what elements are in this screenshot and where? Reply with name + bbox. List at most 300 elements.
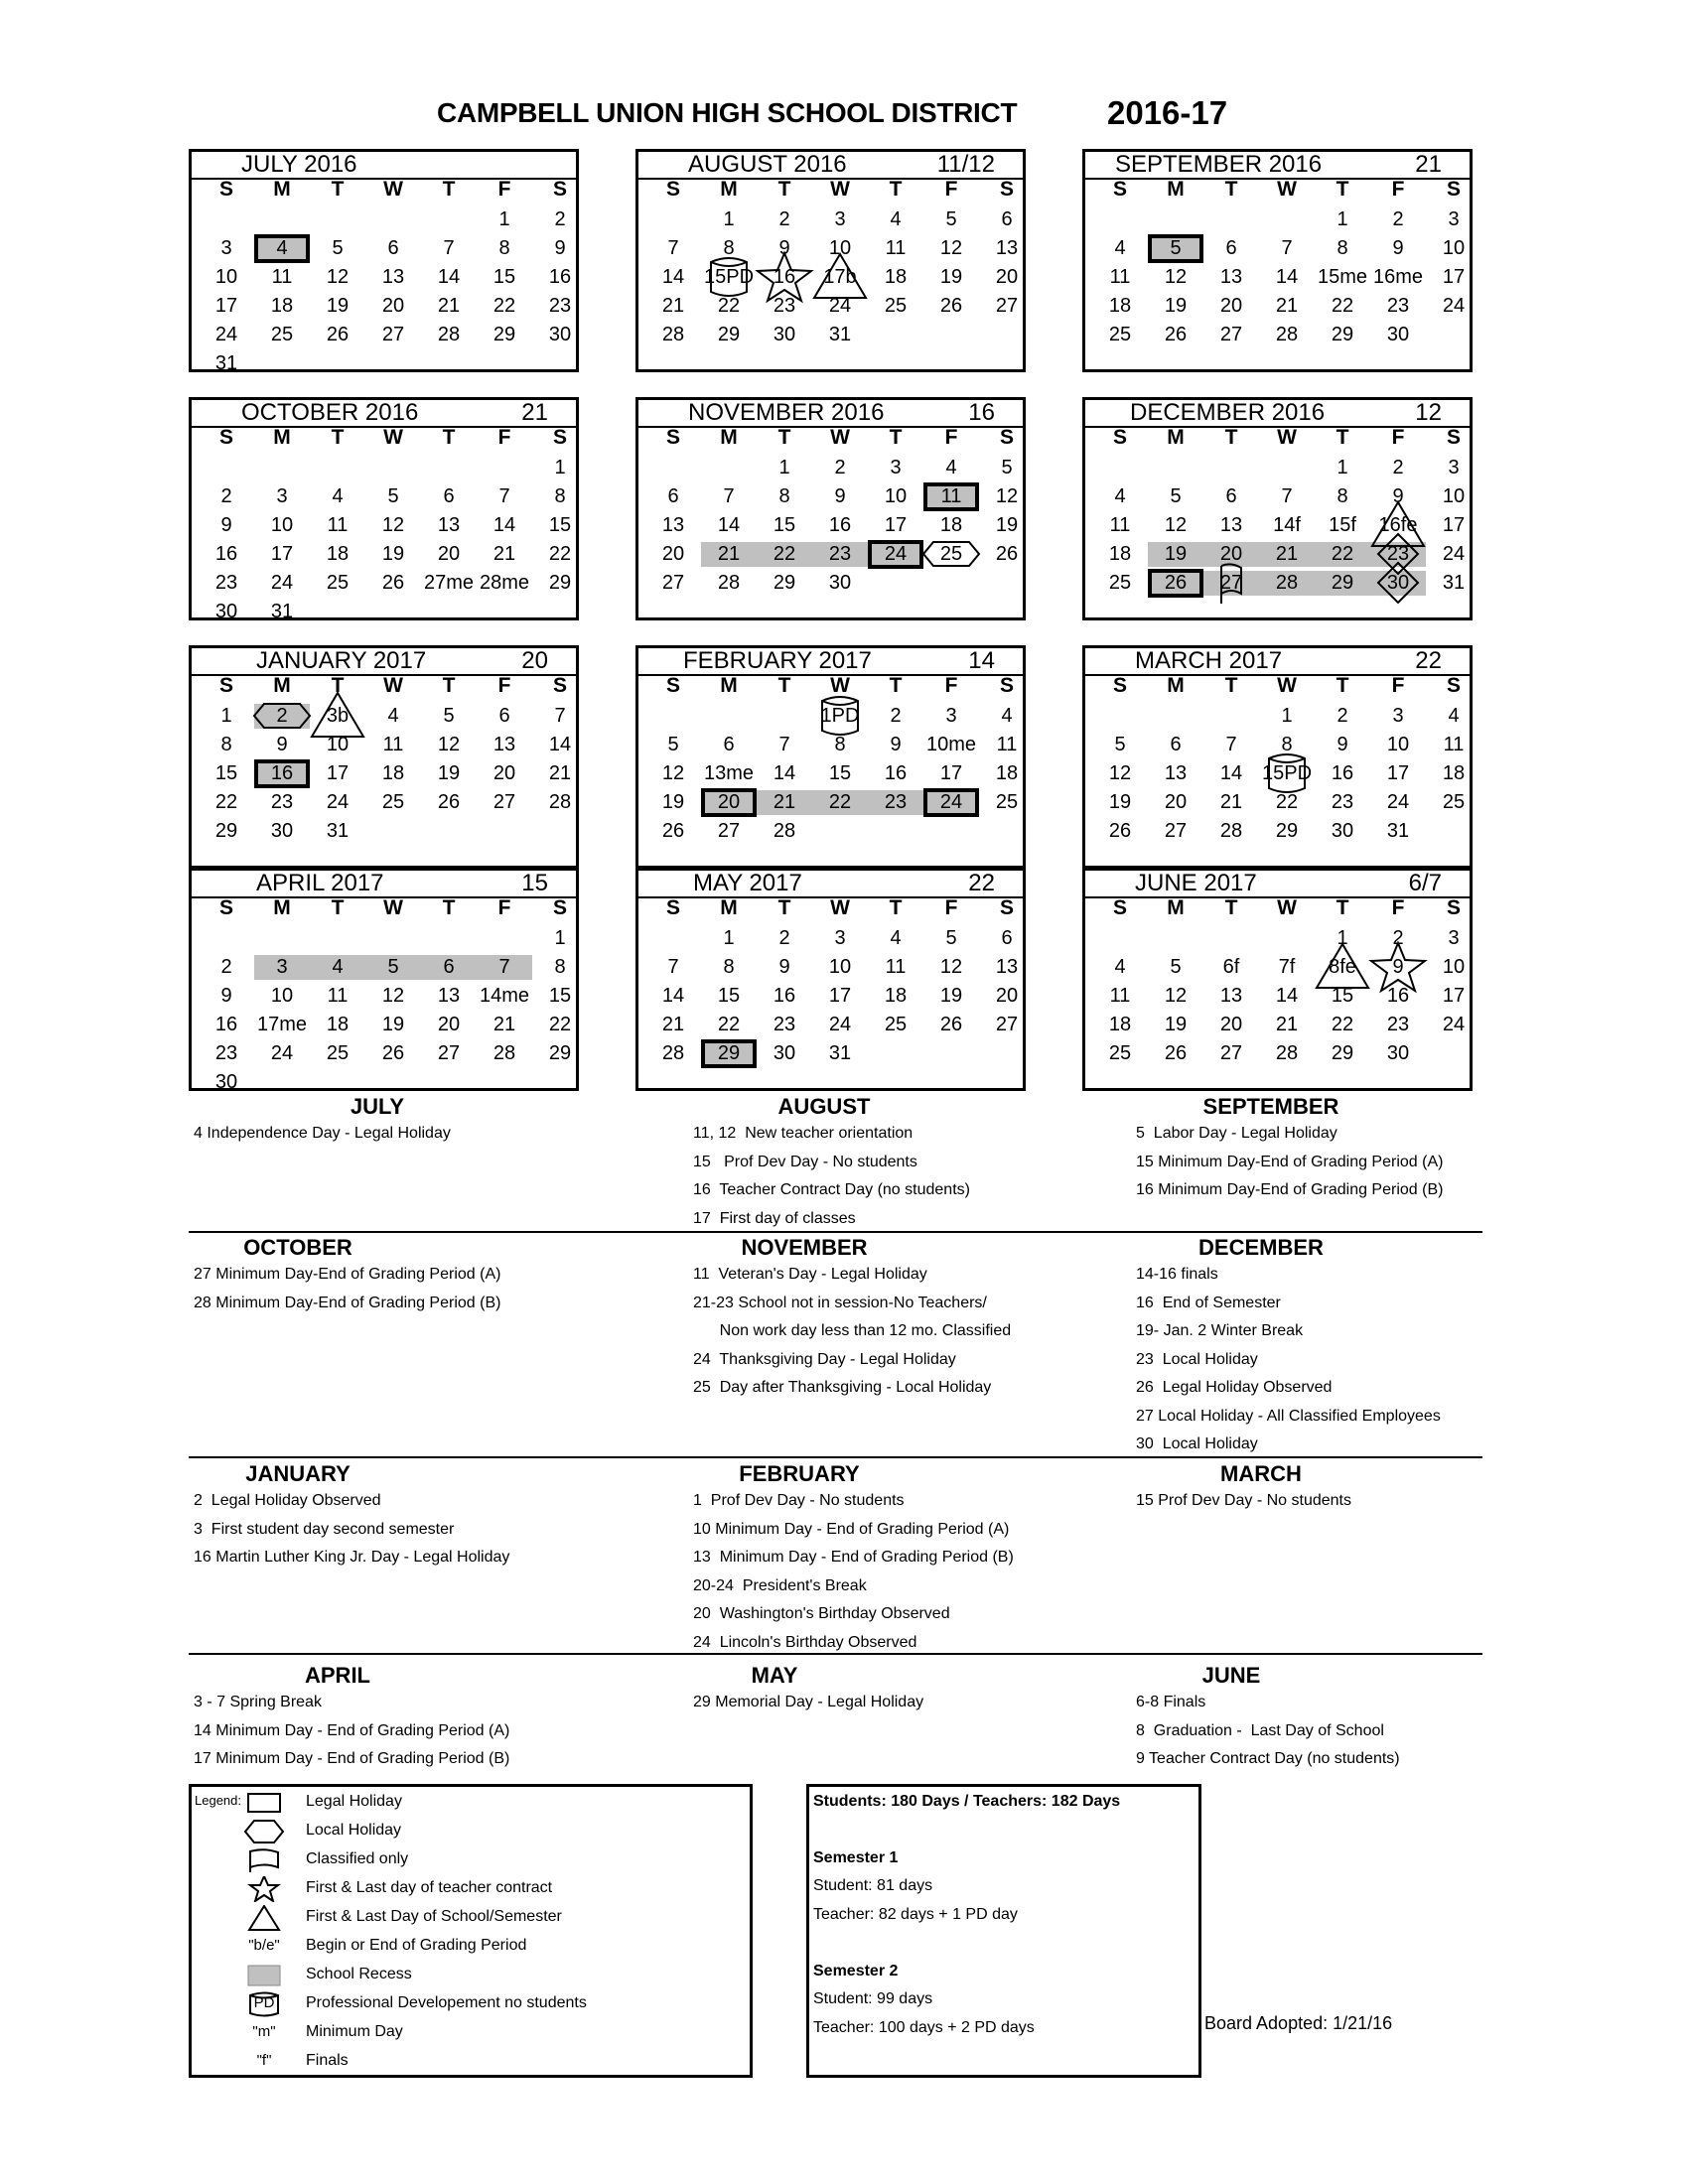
calendar-day: 1 (778, 457, 790, 478)
calendar-day: 25 (884, 1014, 908, 1035)
calendar-day: 9 (1392, 237, 1404, 259)
calendar-day: 31 (270, 601, 294, 622)
calendar-day: 26 (1164, 324, 1188, 345)
note-line: 16 Teacher Contract Day (no students) (693, 1181, 970, 1198)
calendar-day: 1 (554, 457, 566, 478)
calendar-day: 20 (1164, 791, 1188, 813)
weekday-header: S (999, 674, 1014, 697)
calendar-day: 27 (381, 324, 405, 345)
weekday-header: W (383, 674, 403, 697)
calendar-day: 28 (1275, 572, 1299, 594)
calendar-day: 22 (548, 1014, 572, 1035)
calendar-day: 22 (717, 1014, 741, 1035)
month-day-count: 12 (1415, 399, 1442, 426)
calendar-day: 12 (381, 514, 405, 536)
note-line: 16 Martin Luther King Jr. Day - Legal Holiday (194, 1549, 510, 1566)
calendar-day: 19 (661, 791, 685, 813)
calendar-day: 10 (1442, 956, 1466, 978)
calendar-day: 30 (773, 1042, 796, 1064)
calendar-day: 6 (723, 734, 735, 755)
calendar-day: 7 (1225, 734, 1237, 755)
calendar-day: 17 (1442, 266, 1466, 288)
calendar-day: 17 (1442, 985, 1466, 1007)
note-line: 15 Prof Dev Day - No students (1136, 1492, 1351, 1509)
semester-2-student: Student: 99 days (813, 1990, 933, 2007)
legend-label: Begin or End of Grading Period (306, 1937, 527, 1954)
calendar-day: 28 (717, 572, 741, 594)
note-line: 8 Graduation - Last Day of School (1136, 1721, 1384, 1739)
calendar-day: 18 (995, 762, 1019, 784)
calendar-day: 1PD (820, 705, 860, 727)
calendar-day: 13 (1219, 985, 1243, 1007)
triangle-icon (241, 1905, 287, 1931)
calendar-day: 1 (1281, 705, 1293, 727)
weekday-header: S (218, 674, 233, 697)
note-line: 25 Day after Thanksgiving - Local Holiday (693, 1379, 992, 1396)
calendar-day: 11 (327, 985, 349, 1007)
calendar-day: 16me (1372, 266, 1424, 288)
note-heading-november: NOVEMBER (741, 1235, 868, 1260)
calendar-day: 14f (1273, 514, 1301, 536)
calendar-day: 25 (1108, 572, 1132, 594)
calendar-day: 28me (479, 572, 530, 594)
divider (189, 1653, 1482, 1655)
legend-symbol: "m" (252, 2023, 276, 2040)
legend-label: First & Last day of teacher contract (306, 1879, 553, 1896)
calendar-day: 26 (381, 572, 405, 594)
weekday-header: M (273, 426, 291, 449)
month-calendar (635, 868, 1026, 1091)
calendar-day: 20 (437, 1014, 461, 1035)
calendar-day: 12 (381, 985, 405, 1007)
legend-label: First & Last Day of School/Semester (306, 1908, 562, 1925)
calendar-day: 14 (1219, 762, 1243, 784)
weekday-header: S (1112, 674, 1127, 697)
calendar-day: 18 (1442, 762, 1466, 784)
calendar-day: 1 (1336, 927, 1348, 949)
calendar-day: 23 (1331, 791, 1354, 813)
weekday-header: T (331, 896, 345, 919)
month-calendar (189, 645, 579, 869)
calendar-day: 2 (1392, 457, 1404, 478)
note-line: 3 - 7 Spring Break (194, 1694, 322, 1710)
calendar-day: 20 (995, 266, 1019, 288)
calendar-day: 10 (326, 734, 350, 755)
note-line: 1 Prof Dev Day - No students (693, 1492, 905, 1509)
weekday-header: W (830, 178, 850, 201)
calendar-day: 25 (995, 791, 1019, 813)
note-line: 29 Memorial Day - Legal Holiday (693, 1694, 924, 1710)
weekday-header: S (218, 426, 233, 449)
calendar-day: 21 (1275, 295, 1299, 317)
calendar-day: 27 (1219, 1042, 1243, 1064)
calendar-day: 25 (326, 572, 350, 594)
calendar-day: 2 (220, 956, 232, 978)
calendar-day: 23 (548, 295, 572, 317)
calendar-day: 20 (437, 543, 461, 565)
weekday-header: T (442, 896, 456, 919)
calendar-day: 25 (884, 295, 908, 317)
calendar-day: 21 (492, 543, 516, 565)
calendar-day: 6f (1222, 956, 1240, 978)
calendar-day: 14 (717, 514, 741, 536)
weekday-header: T (777, 426, 791, 449)
calendar-day: 25 (326, 1042, 350, 1064)
calendar-day: 24 (270, 572, 294, 594)
month-header (638, 871, 1023, 898)
weekday-header: M (1167, 178, 1185, 201)
calendar-day: 6 (443, 956, 455, 978)
calendar-day: 16 (1386, 985, 1410, 1007)
month-name: MARCH 2017 (1135, 647, 1283, 674)
calendar-day: 17me (256, 1014, 308, 1035)
calendar-day: 3 (945, 705, 957, 727)
calendar-day: 8 (723, 237, 735, 259)
month-name: OCTOBER 2016 (241, 399, 419, 426)
month-header (638, 400, 1023, 428)
note-heading-september: SEPTEMBER (1202, 1094, 1339, 1119)
calendar-day: 28 (1275, 1042, 1299, 1064)
calendar-day: 25 (1108, 324, 1132, 345)
legend-label: Classified only (306, 1850, 409, 1867)
note-heading-october: OCTOBER (243, 1235, 352, 1260)
calendar-day: 10 (270, 514, 294, 536)
calendar-day: 23 (828, 543, 852, 565)
calendar-day: 18 (326, 1014, 350, 1035)
semester-1-student: Student: 81 days (813, 1877, 933, 1894)
calendar-day: 20 (492, 762, 516, 784)
weekday-header: F (944, 426, 958, 449)
calendar-day: 23 (1386, 1014, 1410, 1035)
note-line: 15 Minimum Day-End of Grading Period (A) (1136, 1153, 1444, 1170)
calendar-day: 27 (717, 820, 741, 842)
note-heading-february: FEBRUARY (739, 1461, 860, 1486)
calendar-day: 22 (773, 543, 796, 565)
legend-label: School Recess (306, 1966, 412, 1982)
weekday-header: T (889, 178, 903, 201)
legend-label: Legal Holiday (306, 1793, 402, 1810)
calendar-day: 17 (270, 543, 294, 565)
calendar-day: 12 (1108, 762, 1132, 784)
weekday-header: W (1277, 896, 1297, 919)
weekday-header: S (665, 896, 680, 919)
calendar-day: 26 (1164, 1042, 1188, 1064)
calendar-day: 14 (773, 762, 796, 784)
note-line: 21-23 School not in session-No Teachers/ (693, 1294, 987, 1311)
month-name: NOVEMBER 2016 (688, 399, 885, 426)
weekday-header: T (777, 178, 791, 201)
calendar-day: 26 (381, 1042, 405, 1064)
calendar-day: 11 (1443, 734, 1465, 755)
weekday-header: S (218, 896, 233, 919)
calendar-day: 20 (1219, 543, 1243, 565)
note-line: 24 Thanksgiving Day - Legal Holiday (693, 1350, 956, 1368)
calendar-day: 29 (1331, 324, 1354, 345)
calendar-day: 3 (1448, 927, 1460, 949)
calendar-day: 20 (1219, 295, 1243, 317)
calendar-day: 16 (828, 514, 852, 536)
calendar-day: 28 (437, 324, 461, 345)
note-heading-december: DECEMBER (1198, 1235, 1324, 1260)
semester-2-teacher: Teacher: 100 days + 2 PD days (813, 2019, 1035, 2036)
calendar-day: 1 (723, 208, 735, 230)
calendar-day: 6 (667, 485, 679, 507)
calendar-day: 3 (834, 208, 846, 230)
weekday-header: M (1167, 426, 1185, 449)
calendar-day: 27 (1219, 324, 1243, 345)
calendar-day: 31 (828, 324, 852, 345)
calendar-day: 23 (270, 791, 294, 813)
rectangle-icon (241, 1790, 287, 1816)
weekday-header: S (552, 178, 567, 201)
calendar-day: 23 (1386, 543, 1410, 565)
calendar-day: 26 (939, 1014, 963, 1035)
note-line: 17 First day of classes (693, 1209, 856, 1227)
calendar-day: 25 (1108, 1042, 1132, 1064)
calendar-day: 19 (939, 985, 963, 1007)
calendar-day: 31 (214, 352, 238, 374)
note-line: 19- Jan. 2 Winter Break (1136, 1322, 1304, 1339)
weekday-header: T (1224, 674, 1238, 697)
weekday-header: T (442, 178, 456, 201)
weekday-header: T (331, 178, 345, 201)
calendar-day: 25 (939, 543, 963, 565)
calendar-day: 21 (1275, 1014, 1299, 1035)
calendar-day: 11 (327, 514, 349, 536)
calendar-day: 11 (885, 956, 907, 978)
calendar-day: 5 (1170, 237, 1182, 259)
weekday-header: T (331, 426, 345, 449)
month-name: FEBRUARY 2017 (683, 647, 872, 674)
note-line: 15 Prof Dev Day - No students (693, 1153, 917, 1170)
calendar-day: 8 (1336, 237, 1348, 259)
calendar-day: 27 (995, 295, 1019, 317)
note-heading-july: JULY (350, 1094, 405, 1119)
calendar-day: 6 (498, 705, 510, 727)
calendar-day: 20 (1219, 1014, 1243, 1035)
weekday-header: S (552, 896, 567, 919)
calendar-day: 6 (443, 485, 455, 507)
weekday-header: T (331, 674, 345, 697)
calendar-day: 13 (995, 956, 1019, 978)
calendar-day: 22 (492, 295, 516, 317)
note-line: 24 Lincoln's Birthday Observed (693, 1633, 917, 1651)
calendar-day: 9 (1392, 485, 1404, 507)
calendar-day: 4 (1114, 485, 1126, 507)
calendar-day: 19 (381, 1014, 405, 1035)
note-line: 14 Minimum Day - End of Grading Period (A) (194, 1721, 510, 1739)
calendar-day: 24 (270, 1042, 294, 1064)
calendar-day: 8 (1281, 734, 1293, 755)
calendar-day: 14 (661, 985, 685, 1007)
calendar-day: 16fe (1378, 514, 1418, 536)
calendar-day: 15 (492, 266, 516, 288)
calendar-day: 22 (214, 791, 238, 813)
calendar-day: 25 (381, 791, 405, 813)
month-name: SEPTEMBER 2016 (1115, 151, 1323, 178)
weekday-header: W (1277, 674, 1297, 697)
legend-title: Legend: (195, 1793, 241, 1808)
calendar-day: 28 (773, 820, 796, 842)
calendar-day: 29 (717, 324, 741, 345)
calendar-day: 27me (423, 572, 475, 594)
calendar-day: 24 (828, 295, 852, 317)
calendar-day: 19 (437, 762, 461, 784)
calendar-day: 22 (1331, 1014, 1354, 1035)
calendar-day: 29 (1331, 1042, 1354, 1064)
calendar-day: 23 (773, 1014, 796, 1035)
calendar-day: 8 (1336, 485, 1348, 507)
instructional-days-box (806, 1784, 1201, 2078)
calendar-day: 7 (554, 705, 566, 727)
calendar-day: 14me (479, 985, 530, 1007)
month-header (1085, 648, 1470, 676)
calendar-day: 21 (437, 295, 461, 317)
calendar-day: 11 (940, 485, 962, 507)
weekday-header: M (1167, 674, 1185, 697)
month-name: MAY 2017 (693, 870, 802, 896)
calendar-day: 6 (387, 237, 399, 259)
note-line: 17 Minimum Day - End of Grading Period (B) (194, 1750, 510, 1767)
calendar-day: 3 (1448, 457, 1460, 478)
note-line: 20-24 President's Break (693, 1576, 867, 1594)
calendar-day: 24 (1442, 295, 1466, 317)
calendar-day: 4 (1114, 237, 1126, 259)
star-icon (241, 1876, 287, 1902)
month-header (192, 648, 576, 676)
month-calendar (1082, 868, 1473, 1091)
calendar-day: 26 (326, 324, 350, 345)
calendar-day: 15me (1317, 266, 1368, 288)
weekday-header: M (1167, 896, 1185, 919)
calendar-day: 25 (1442, 791, 1466, 813)
calendar-day: 18 (884, 985, 908, 1007)
calendar-day: 30 (1386, 1042, 1410, 1064)
calendar-day: 3 (890, 457, 902, 478)
weekday-header: S (999, 896, 1014, 919)
calendar-day: 29 (1275, 820, 1299, 842)
legend-label: Finals (306, 2052, 349, 2069)
weekday-header: T (1336, 426, 1349, 449)
calendar-day: 29 (548, 1042, 572, 1064)
calendar-day: 9 (778, 237, 790, 259)
note-line: 20 Washington's Birthday Observed (693, 1605, 950, 1622)
weekday-header: T (442, 426, 456, 449)
weekday-header: T (1224, 178, 1238, 201)
calendar-day: 3b (326, 705, 350, 727)
weekday-header: S (218, 178, 233, 201)
calendar-day: 27 (1164, 820, 1188, 842)
calendar-day: 28 (1219, 820, 1243, 842)
calendar-day: 16 (548, 266, 572, 288)
calendar-day: 6 (1225, 485, 1237, 507)
calendar-day: 29 (214, 820, 238, 842)
note-line: 27 Minimum Day-End of Grading Period (A) (194, 1266, 501, 1283)
weekday-header: F (1391, 674, 1405, 697)
calendar-day: 29 (548, 572, 572, 594)
divider (189, 1231, 1482, 1233)
calendar-day: 12 (661, 762, 685, 784)
calendar-day: 10 (884, 485, 908, 507)
flag-icon (241, 1847, 287, 1873)
calendar-day: 31 (326, 820, 350, 842)
calendar-day: 5 (1001, 457, 1013, 478)
calendar-day: 3 (1448, 208, 1460, 230)
calendar-day: 26 (661, 820, 685, 842)
weekday-header: S (552, 674, 567, 697)
weekday-header: T (1224, 896, 1238, 919)
calendar-day: 13 (1219, 266, 1243, 288)
calendar-day: 18 (939, 514, 963, 536)
calendar-day: 7 (723, 485, 735, 507)
calendar-day: 22 (1275, 791, 1299, 813)
legend-label: Local Holiday (306, 1822, 402, 1839)
month-calendar (635, 149, 1026, 372)
weekday-header: S (1112, 178, 1127, 201)
calendar-day: 16 (270, 762, 294, 784)
weekday-header: F (1391, 426, 1405, 449)
calendar-day: 15PD (1261, 762, 1313, 784)
weekday-header: T (1336, 896, 1349, 919)
month-calendar (1082, 397, 1473, 620)
calendar-day: 18 (884, 266, 908, 288)
calendar-day: 26 (995, 543, 1019, 565)
calendar-day: 13 (437, 985, 461, 1007)
note-heading-march: MARCH (1220, 1461, 1302, 1486)
hexagon-icon (241, 1819, 287, 1844)
weekday-header: T (777, 896, 791, 919)
calendar-day: 24 (939, 791, 963, 813)
weekday-header: F (1391, 896, 1405, 919)
calendar-day: 4 (387, 705, 399, 727)
calendar-day: 24 (828, 1014, 852, 1035)
calendar-day: 1 (1336, 208, 1348, 230)
weekday-header: T (889, 674, 903, 697)
calendar-day: 13 (1164, 762, 1188, 784)
calendar-day: 30 (214, 601, 238, 622)
calendar-day: 5 (945, 927, 957, 949)
calendar-day: 10 (828, 237, 852, 259)
calendar-day: 3 (276, 956, 288, 978)
calendar-day: 5 (332, 237, 344, 259)
note-line: 10 Minimum Day - End of Grading Period (A) (693, 1520, 1010, 1538)
calendar-day: 2 (554, 208, 566, 230)
calendar-day: 26 (1108, 820, 1132, 842)
calendar-day: 19 (326, 295, 350, 317)
calendar-day: 11 (382, 734, 404, 755)
board-adopted: Board Adopted: 1/21/16 (1204, 2013, 1393, 2033)
calendar-day: 9 (890, 734, 902, 755)
weekday-header: F (497, 896, 511, 919)
calendar-day: 8 (834, 734, 846, 755)
calendar-day: 30 (270, 820, 294, 842)
calendar-day: 30 (1386, 572, 1410, 594)
calendar-day: 19 (381, 543, 405, 565)
calendar-day: 7 (498, 956, 510, 978)
calendar-day: 9 (276, 734, 288, 755)
note-line: 6-8 Finals (1136, 1694, 1206, 1710)
calendar-day: 14 (437, 266, 461, 288)
calendar-day: 16 (214, 1014, 238, 1035)
legend (189, 1784, 753, 2078)
calendar-day: 7 (1281, 485, 1293, 507)
calendar-day: 15 (773, 514, 796, 536)
weekday-header: W (383, 896, 403, 919)
month-header (1085, 152, 1470, 180)
note-heading-may: MAY (751, 1663, 798, 1688)
weekday-header: S (665, 674, 680, 697)
calendar-day: 12 (939, 237, 963, 259)
